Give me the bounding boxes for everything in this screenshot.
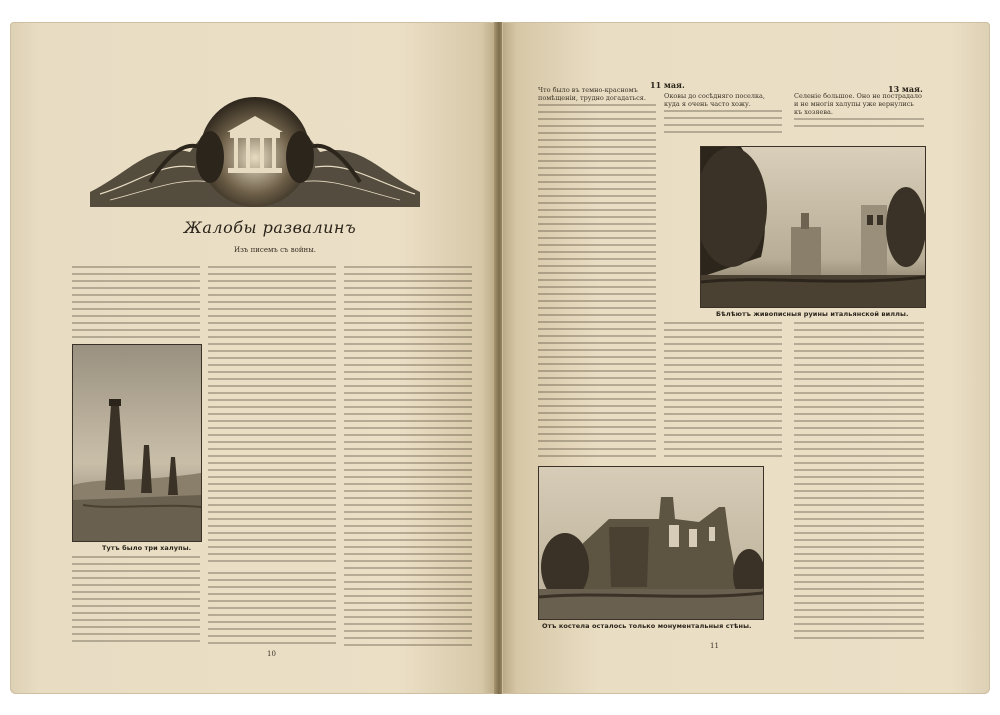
photo-church-walls [538, 466, 764, 620]
church-walls-image [539, 467, 763, 619]
left-page [10, 22, 496, 694]
magazine-spread [10, 22, 990, 694]
photo-caption-villa: Бѣлѣютъ живописныя руины итальянской виллы. [716, 310, 909, 318]
villa-ruins-image [701, 147, 925, 307]
ruins-chimneys-image [73, 345, 201, 541]
photo-caption-church: Отъ костела осталось только монументальныя стѣны. [542, 622, 752, 630]
photo-villa-ruins [700, 146, 926, 308]
text-column-3-full [794, 322, 924, 642]
text-column-3-top [794, 118, 924, 132]
text-snippet-col2: Оковы до сосѣдняго поселка, куда я очень часто хожу. [664, 92, 765, 108]
date-header-11-may: 11 мая. [650, 80, 685, 90]
text-column-middle-bottom [208, 572, 336, 644]
text-column-left-top [72, 266, 200, 338]
date-header-13-may: 13 мая. [888, 84, 923, 94]
photo-caption-chimneys: Тутъ было три халупы. [102, 544, 192, 552]
article-subtitle: Изъ писемъ съ войны. [233, 246, 316, 254]
text-column-left-bottom [72, 556, 200, 644]
page-number-right: 11 [710, 642, 719, 650]
text-column-1-bottom [538, 448, 656, 462]
text-column-1-top [538, 104, 656, 444]
text-column-right [344, 266, 472, 646]
photo-ruined-chimneys [72, 344, 202, 542]
right-page [502, 22, 990, 694]
text-column-middle [208, 266, 336, 566]
ornamental-header-vignette [90, 82, 420, 212]
article-title: Жалобы развалинъ [183, 218, 357, 237]
text-snippet-col3: Селеніе большое. Оно не пострадало и не многія халупы уже вернулись къ хозяева. [794, 92, 922, 116]
page-number-left: 10 [267, 650, 276, 658]
text-column-2-middle [664, 322, 782, 462]
text-snippet-col1: Что было въ темно-красномъ помѣщеніи, трудно догадаться. [538, 86, 646, 102]
text-column-2-top [664, 110, 782, 138]
